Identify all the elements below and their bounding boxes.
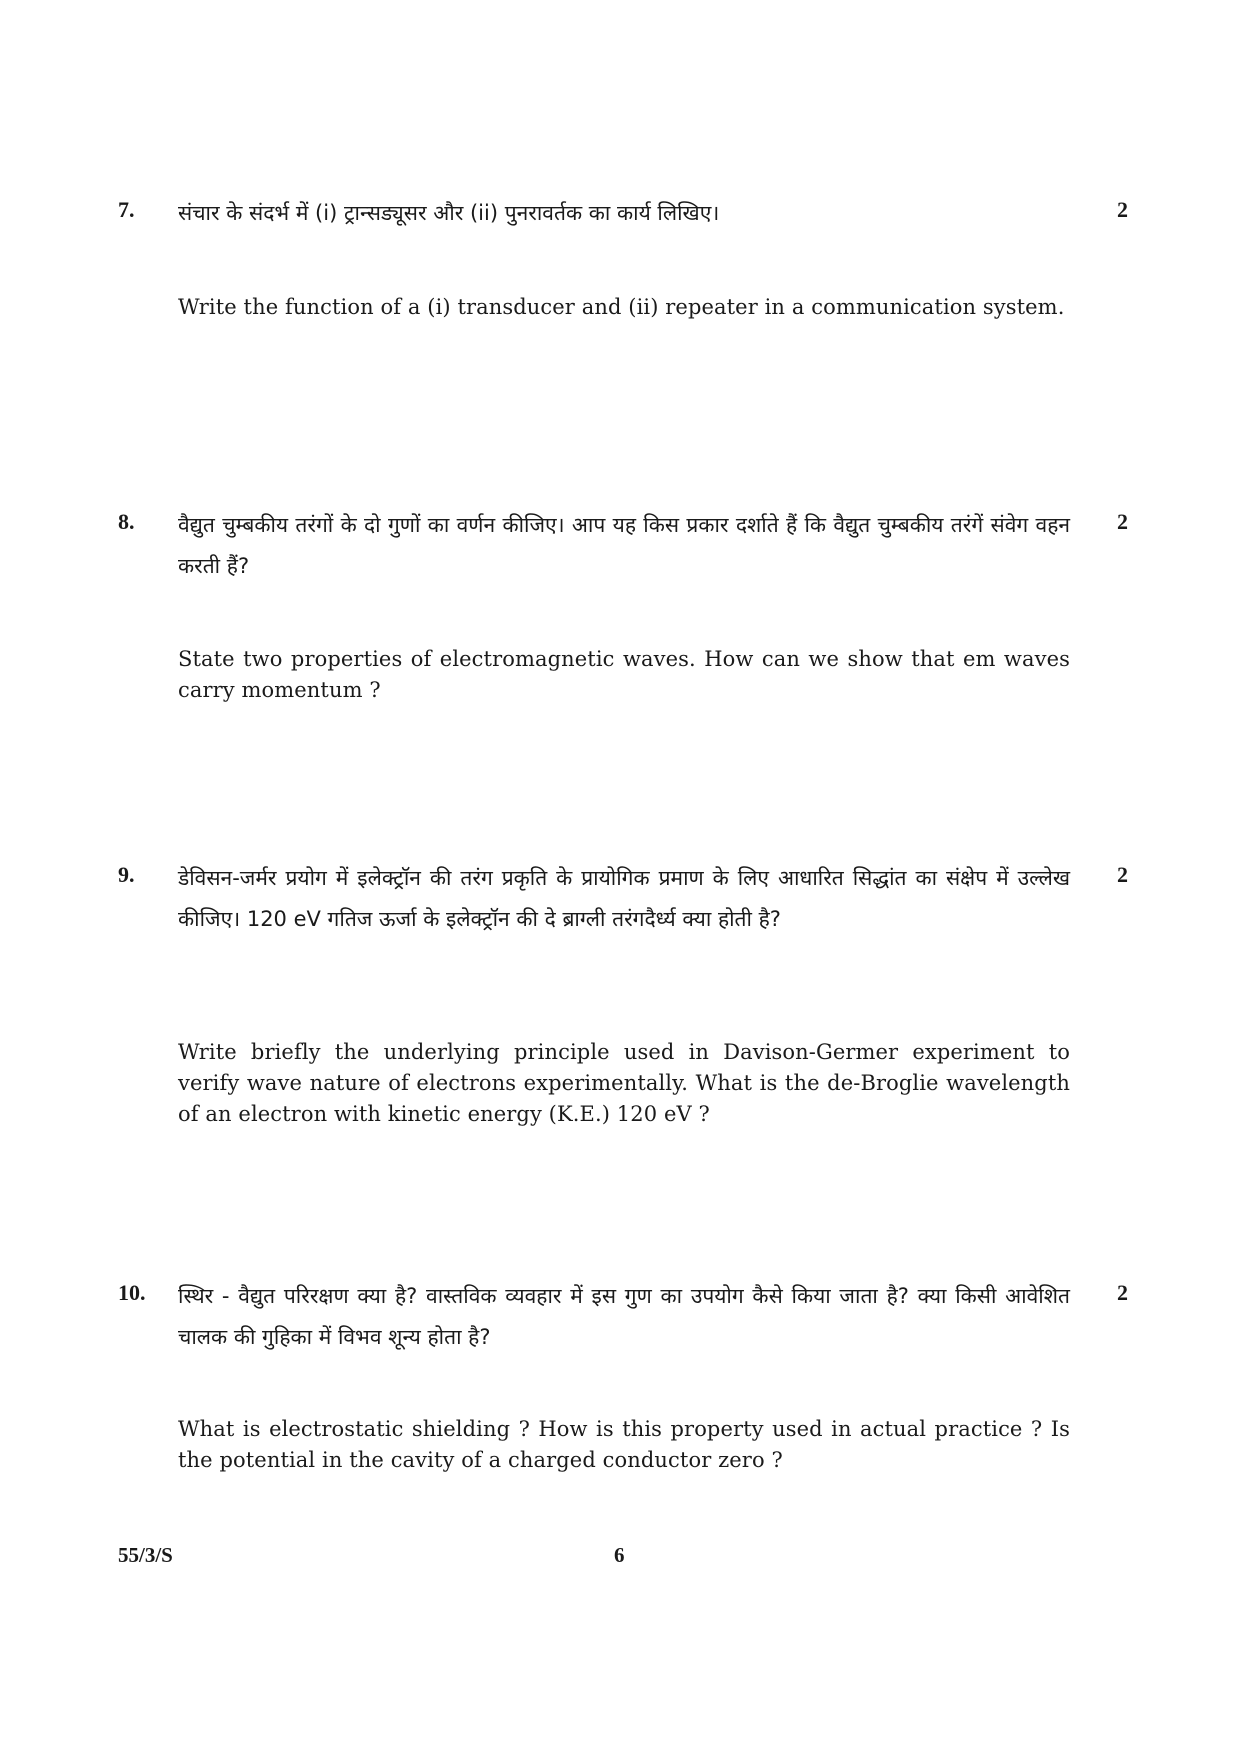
question-number: 7.: [118, 197, 135, 222]
question-marks: 2: [1117, 197, 1128, 222]
question-text-english: State two properties of electromagnetic waves. How can we show that em waves carry momentum ?: [178, 647, 1070, 702]
question-number: 9.: [118, 862, 135, 887]
question-text-english: Write the function of a (i) transducer and (ii) repeater in a communication system.: [178, 295, 1065, 319]
question-marks: 2: [1117, 509, 1128, 534]
question-text-english: What is electrostatic shielding ? How is this property used in actual practice ? Is the potential in the cavity of a charged conductor zero ?: [178, 1417, 1070, 1472]
question-marks: 2: [1117, 1280, 1128, 1305]
question-text-english: Write briefly the underlying principle used in Davison-Germer experiment to verify wave nature of electrons experimentally. What is the de-Broglie wavelength of an electron with kinetic energy (K.E.) 120 eV ?: [178, 1040, 1070, 1126]
paper-code: 55/3/S: [118, 1543, 173, 1567]
page-number: 6: [614, 1543, 625, 1567]
question-number: 10.: [118, 1280, 146, 1305]
question-text-hindi: डेविसन-जर्मर प्रयोग में इलेक्ट्रॉन की तरंग प्रकृति के प्रायोगिक प्रमाण के लिए आधारित सिद्धांत का संक्षेप में उल्लेख कीजिए। 120 eV गतिज ऊर्जा के इलेक्ट्रॉन की दे ब्राग्ली तरंगदैर्ध्य क्या होती है?: [178, 866, 1070, 931]
question-text-hindi: स्थिर - वैद्युत परिरक्षण क्या है? वास्तविक व्यवहार में इस गुण का उपयोग कैसे किया जाता है? क्या किसी आवेशित चालक की गुहिका में विभव शून्य होता है?: [178, 1284, 1070, 1349]
question-number: 8.: [118, 509, 135, 534]
question-text-hindi: वैद्युत चुम्बकीय तरंगों के दो गुणों का वर्णन कीजिए। आप यह किस प्रकार दर्शाते हैं कि वैद्युत चुम्बकीय तरंगें संवेग वहन करती हैं?: [178, 513, 1070, 578]
question-marks: 2: [1117, 862, 1128, 887]
question-text-hindi: संचार के संदर्भ में (i) ट्रान्सड्यूसर और (ii) पुनरावर्तक का कार्य लिखिए।: [178, 201, 720, 225]
